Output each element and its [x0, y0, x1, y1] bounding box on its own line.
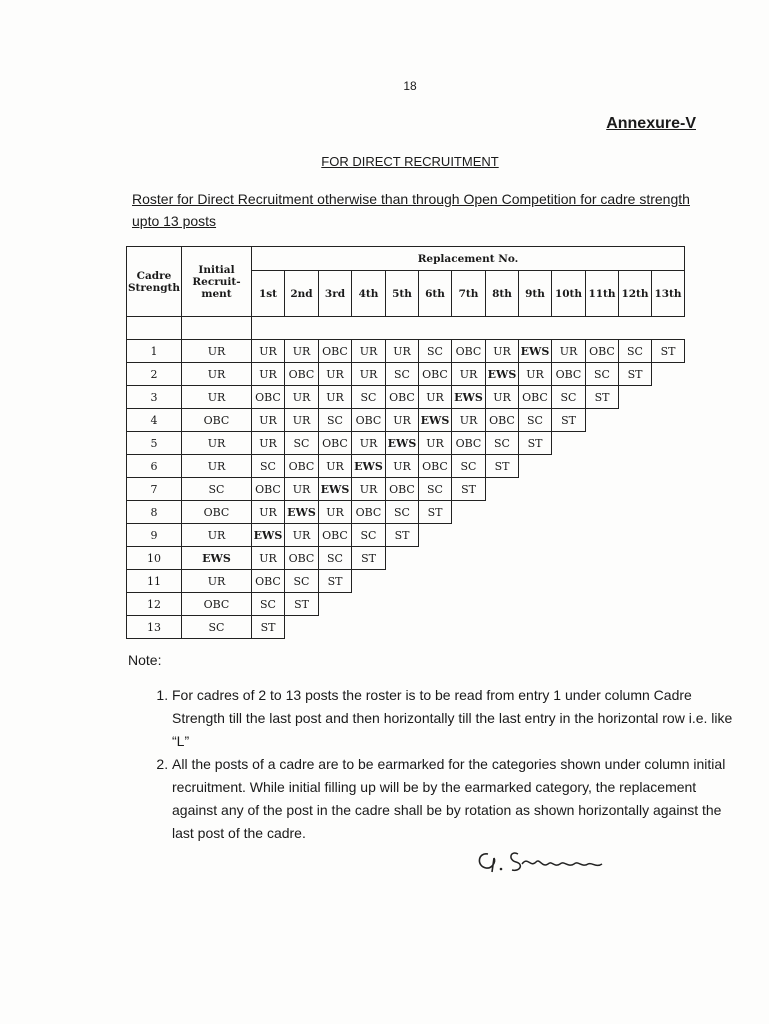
replacement-cell: UR	[352, 340, 386, 363]
replacement-cell: OBC	[419, 363, 452, 386]
replacement-cell: SC	[386, 501, 419, 524]
replacement-cell: UR	[486, 386, 519, 409]
replacement-cell: EWS	[252, 524, 285, 547]
replacement-cell: UR	[352, 478, 386, 501]
replacement-cell: SC	[352, 524, 386, 547]
replacement-cell: SC	[419, 478, 452, 501]
replacement-cell: UR	[252, 501, 285, 524]
replacement-cell: ST	[486, 455, 519, 478]
replacement-cell: SC	[319, 409, 352, 432]
replacement-cell: SC	[252, 455, 285, 478]
replacement-cell: EWS	[285, 501, 319, 524]
replacement-cell: UR	[252, 409, 285, 432]
replacement-cell: UR	[285, 524, 319, 547]
replacement-cell: EWS	[352, 455, 386, 478]
cadre-strength-cell: 8	[127, 501, 182, 524]
replacement-cell: SC	[619, 340, 652, 363]
replacement-cell: EWS	[386, 432, 419, 455]
replacement-cell: UR	[252, 432, 285, 455]
replacement-col-header: 8th	[486, 271, 519, 317]
initial-recruitment-cell: SC	[182, 616, 252, 639]
replacement-cell: SC	[252, 593, 285, 616]
initial-recruitment-cell: UR	[182, 386, 252, 409]
cadre-strength-cell: 6	[127, 455, 182, 478]
replacement-cell: OBC	[386, 478, 419, 501]
spacer-cell	[182, 317, 252, 340]
replacement-cell: OBC	[419, 455, 452, 478]
table-row	[127, 547, 685, 570]
table-row	[127, 340, 685, 363]
replacement-cell: ST	[652, 340, 685, 363]
replacement-cell: UR	[352, 432, 386, 455]
replacement-col-header: 2nd	[285, 271, 319, 317]
replacement-cell: OBC	[519, 386, 552, 409]
replacement-cell: OBC	[319, 340, 352, 363]
replacement-cell: EWS	[452, 386, 486, 409]
replacement-cell: SC	[452, 455, 486, 478]
table-row	[127, 593, 685, 616]
replacement-cell: ST	[586, 386, 619, 409]
replacement-cell: UR	[285, 409, 319, 432]
cadre-strength-cell: 12	[127, 593, 182, 616]
replacement-cell: UR	[452, 363, 486, 386]
header-initial-recruitment: Initial Recruit-ment	[182, 247, 252, 317]
initial-recruitment-cell: UR	[182, 363, 252, 386]
replacement-col-header: 4th	[352, 271, 386, 317]
replacement-cell: SC	[419, 340, 452, 363]
replacement-cell: ST	[386, 524, 419, 547]
replacement-col-header: 1st	[252, 271, 285, 317]
replacement-cell: SC	[386, 363, 419, 386]
spacer-gap	[252, 317, 685, 340]
replacement-cell: OBC	[386, 386, 419, 409]
replacement-col-header: 6th	[419, 271, 452, 317]
cadre-strength-cell: 11	[127, 570, 182, 593]
initial-recruitment-cell: OBC	[182, 593, 252, 616]
empty-area	[452, 501, 685, 524]
replacement-cell: UR	[319, 455, 352, 478]
note-item: 1. For cadres of 2 to 13 posts the roster is to be read from entry 1 under column Cadre Strength till the last post and then horizontally till the last entry in the horizontal row i.e. like “L”	[172, 684, 740, 753]
replacement-cell: OBC	[352, 409, 386, 432]
initial-recruitment-cell: UR	[182, 524, 252, 547]
replacement-cell: SC	[552, 386, 586, 409]
cadre-strength-cell: 7	[127, 478, 182, 501]
notes-list	[132, 684, 740, 845]
table-row	[127, 455, 685, 478]
initial-recruitment-cell: EWS	[182, 547, 252, 570]
replacement-cell: UR	[352, 363, 386, 386]
initial-recruitment-cell: OBC	[182, 409, 252, 432]
replacement-cell: SC	[519, 409, 552, 432]
replacement-cell: ST	[352, 547, 386, 570]
empty-area	[486, 478, 685, 501]
initial-recruitment-cell: UR	[182, 432, 252, 455]
note-label: Note:	[128, 652, 162, 668]
replacement-cell: UR	[319, 363, 352, 386]
replacement-cell: ST	[452, 478, 486, 501]
spacer-cell	[127, 317, 182, 340]
replacement-cell: OBC	[252, 478, 285, 501]
empty-area	[285, 616, 685, 639]
replacement-col-header: 10th	[552, 271, 586, 317]
empty-area	[386, 547, 685, 570]
replacement-cell: EWS	[519, 340, 552, 363]
section-heading: FOR DIRECT RECRUITMENT	[321, 154, 499, 169]
replacement-cell: OBC	[352, 501, 386, 524]
roster-body	[127, 247, 685, 639]
roster-subtitle: Roster for Direct Recruitment otherwise than through Open Competition for cadre strength upto 13 posts	[132, 191, 690, 229]
empty-area	[519, 455, 685, 478]
replacement-cell: EWS	[486, 363, 519, 386]
initial-recruitment-cell: SC	[182, 478, 252, 501]
annexure-title: Annexure-V	[606, 115, 696, 132]
replacement-cell: UR	[519, 363, 552, 386]
replacement-cell: SC	[319, 547, 352, 570]
replacement-col-header: 7th	[452, 271, 486, 317]
cadre-strength-cell: 2	[127, 363, 182, 386]
cadre-strength-cell: 13	[127, 616, 182, 639]
replacement-cell: ST	[252, 616, 285, 639]
replacement-cell: ST	[419, 501, 452, 524]
replacement-col-header: 9th	[519, 271, 552, 317]
replacement-cell: ST	[619, 363, 652, 386]
table-row	[127, 386, 685, 409]
replacement-cell: EWS	[319, 478, 352, 501]
replacement-cell: ST	[552, 409, 586, 432]
replacement-cell: UR	[319, 501, 352, 524]
table-row	[127, 524, 685, 547]
cadre-strength-cell: 10	[127, 547, 182, 570]
replacement-cell: EWS	[419, 409, 452, 432]
replacement-cell: UR	[419, 432, 452, 455]
replacement-cell: UR	[319, 386, 352, 409]
roster-table	[126, 246, 685, 639]
replacement-cell: UR	[285, 478, 319, 501]
header-replacement-no: Replacement No.	[252, 247, 685, 271]
replacement-cell: OBC	[285, 547, 319, 570]
replacement-cell: SC	[586, 363, 619, 386]
replacement-cell: OBC	[552, 363, 586, 386]
replacement-cell: UR	[252, 363, 285, 386]
empty-area	[319, 593, 685, 616]
cadre-strength-cell: 9	[127, 524, 182, 547]
replacement-cell: UR	[419, 386, 452, 409]
cadre-strength-cell: 4	[127, 409, 182, 432]
note-item: 2. All the posts of a cadre are to be earmarked for the categories shown under column initial recruitment. While initial filling up will be by the earmarked category, the replacement against any of the post in the cadre shall be by rotation as shown horizontally against the last post of the cadre.	[172, 753, 740, 845]
initial-recruitment-cell: UR	[182, 570, 252, 593]
replacement-cell: UR	[386, 340, 419, 363]
empty-area	[419, 524, 685, 547]
replacement-cell: OBC	[452, 340, 486, 363]
replacement-cell: OBC	[319, 524, 352, 547]
cadre-strength-cell: 1	[127, 340, 182, 363]
replacement-cell: OBC	[452, 432, 486, 455]
header-cadre-strength: Cadre Strength	[127, 247, 182, 317]
replacement-cell: UR	[252, 547, 285, 570]
empty-area	[552, 432, 685, 455]
replacement-cell: OBC	[252, 386, 285, 409]
replacement-cell: ST	[319, 570, 352, 593]
empty-area	[586, 409, 685, 432]
replacement-col-header: 5th	[386, 271, 419, 317]
replacement-cell: UR	[552, 340, 586, 363]
initial-recruitment-cell: UR	[182, 340, 252, 363]
replacement-cell: UR	[486, 340, 519, 363]
replacement-cell: SC	[486, 432, 519, 455]
page-number: 18	[403, 79, 417, 93]
replacement-cell: OBC	[486, 409, 519, 432]
signature	[474, 842, 624, 882]
table-row	[127, 570, 685, 593]
replacement-cell: UR	[386, 455, 419, 478]
table-row	[127, 501, 685, 524]
initial-recruitment-cell: OBC	[182, 501, 252, 524]
replacement-cell: SC	[352, 386, 386, 409]
replacement-cell: OBC	[285, 455, 319, 478]
replacement-cell: UR	[452, 409, 486, 432]
empty-area	[652, 363, 685, 386]
replacement-col-header: 3rd	[319, 271, 352, 317]
replacement-cell: ST	[519, 432, 552, 455]
table-row	[127, 409, 685, 432]
replacement-cell: OBC	[586, 340, 619, 363]
replacement-cell: OBC	[252, 570, 285, 593]
replacement-cell: OBC	[285, 363, 319, 386]
replacement-cell: UR	[285, 340, 319, 363]
table-row	[127, 616, 685, 639]
replacement-cell: UR	[252, 340, 285, 363]
cadre-strength-cell: 3	[127, 386, 182, 409]
replacement-cell: UR	[386, 409, 419, 432]
initial-recruitment-cell: UR	[182, 455, 252, 478]
replacement-col-header: 13th	[652, 271, 685, 317]
replacement-cell: ST	[285, 593, 319, 616]
table-row	[127, 432, 685, 455]
empty-area	[619, 386, 685, 409]
table-row	[127, 363, 685, 386]
replacement-cell: SC	[285, 432, 319, 455]
replacement-cell: UR	[285, 386, 319, 409]
replacement-cell: OBC	[319, 432, 352, 455]
replacement-col-header: 11th	[586, 271, 619, 317]
replacement-cell: SC	[285, 570, 319, 593]
signature-scribble	[474, 842, 624, 878]
empty-area	[352, 570, 685, 593]
replacement-col-header: 12th	[619, 271, 652, 317]
table-row	[127, 478, 685, 501]
cadre-strength-cell: 5	[127, 432, 182, 455]
